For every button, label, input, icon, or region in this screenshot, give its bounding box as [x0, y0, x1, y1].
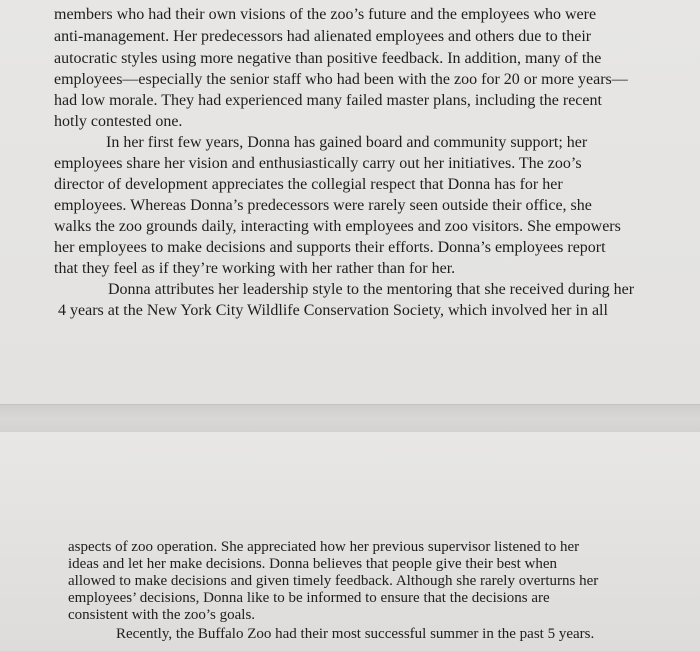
text-line: walks the zoo grounds daily, interacting with employees and zoo visitors. She empowers — [54, 218, 621, 235]
page-bottom — [0, 432, 700, 651]
text-line: members who had their own visions of the zoo’s future and the employees who were — [54, 6, 597, 23]
text-line: Donna attributes her leadership style to the mentoring that she received during her — [108, 281, 635, 298]
text-line: In her first few years, Donna has gained board and community support; her — [106, 134, 588, 151]
text-line: 4 years at the New York City Wildlife Conservation Society, which involved her in all — [58, 302, 608, 319]
text-line: employees—especially the senior staff who had been with the zoo for 20 or more years— — [54, 71, 628, 88]
text-line: had low morale. They had experienced many failed master plans, including the recent — [54, 92, 602, 109]
text-line: employees share her vision and enthusiastically carry out her initiatives. The zoo’s — [54, 155, 582, 172]
text-line: hotly contested one. — [54, 113, 183, 130]
text-line: consistent with the zoo’s goals. — [68, 607, 256, 623]
text-line: employees’ decisions, Donna like to be informed to ensure that the decisions are — [68, 590, 550, 606]
text-line: aspects of zoo operation. She appreciated how her previous supervisor listened to her — [68, 539, 580, 555]
text-line: her employees to make decisions and supports their efforts. Donna’s employees report — [54, 239, 606, 256]
text-line: allowed to make decisions and given timely feedback. Although she rarely overturns her — [68, 573, 599, 589]
page-fold — [0, 404, 700, 433]
text-line: director of development appreciates the collegial respect that Donna has for her — [54, 176, 563, 193]
text-line: Recently, the Buffalo Zoo had their most successful summer in the past 5 years. — [116, 626, 595, 642]
text-line: employees. Whereas Donna’s predecessors were rarely seen outside their office, she — [54, 197, 592, 214]
text-line: anti-management. Her predecessors had alienated employees and others due to their — [54, 28, 592, 45]
text-line: that they feel as if they’re working with her rather than for her. — [54, 260, 456, 277]
text-line: autocratic styles using more negative than positive feedback. In addition, many of the — [54, 50, 602, 67]
text-line: ideas and let her make decisions. Donna believes that people give their best when — [68, 556, 558, 572]
